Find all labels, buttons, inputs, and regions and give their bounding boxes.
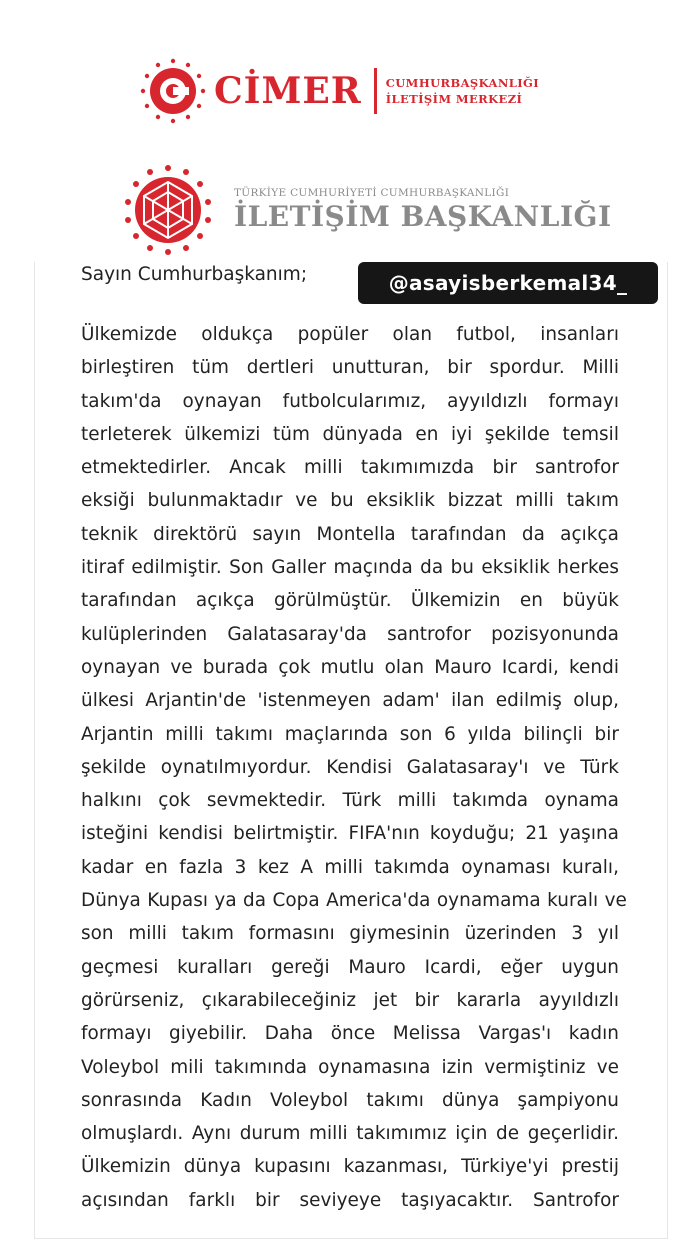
letter-line: kadar en fazla 3 kez A milli takımda oynaması kuralı, [81, 856, 619, 878]
iletisim-brand [120, 160, 612, 260]
letter-line: açısından farklı bir seviyeye taşıyacaktır. Santrofor [81, 1189, 619, 1211]
letter-line: Voleybol mili takımında oynamasına izin vermiştiniz ve [81, 1056, 619, 1078]
letter-line: kulüplerinden Galatasaray'da santrofor pozisyonunda [81, 623, 619, 645]
letter-line: Dünya Kupası ya da Copa America'da oynamama kuralı ve [81, 890, 627, 912]
letter-line: halkını çok sevmektedir. Türk milli takımda oynama [81, 790, 619, 812]
letter-line: birleştiren tüm dertleri unutturan, bir spordur. Milli [81, 357, 619, 379]
letter-line: geçmesi kuralları gereği Mauro Icardi, eğer uygun [81, 956, 619, 978]
letter-line: isteğini kendisi belirtmiştir. FIFA'nın koyduğu; 21 yaşına [81, 823, 619, 845]
letter-line: takım'da oynayan futbolcularımız, ayyıldızlı formayı [81, 390, 619, 412]
letter-line: Ülkemizin dünya kupasını kazanması, Türkiye'yi prestij [81, 1156, 619, 1178]
letter-line: tarafından açıkça görülmüştür. Ülkemizin en büyük [81, 590, 619, 612]
letter-line: görürseniz, çıkarabileceğiniz jet bir kararla ayyıldızlı [81, 989, 619, 1011]
letter-line: teknik direktörü sayın Montella tarafından da açıkça [81, 523, 619, 545]
letter-line: formayı giyebilir. Daha önce Melissa Vargas'ı kadın [81, 1023, 619, 1045]
cimer-divider [374, 68, 377, 114]
letter-line: Ülkemizde oldukça popüler olan futbol, insanları [81, 324, 619, 345]
letter-document [34, 262, 668, 1239]
letter-line: şekilde oynatılmıyordur. Kendisi Galatasaray'ı ve Türk [81, 756, 619, 778]
letterhead [0, 0, 700, 262]
cimer-brand [140, 58, 539, 124]
letter-body [81, 318, 627, 1217]
letter-line: sonrasında Kadın Voleybol takımı dünya şampiyonu [81, 1089, 619, 1111]
cimer-subtitle [386, 75, 539, 107]
iletisim-text [234, 187, 612, 233]
letter-line: Arjantin milli takımı maçlarında son 6 yılda bilinçli bir [81, 723, 619, 745]
iletisim-emblem-icon [120, 162, 216, 258]
cimer-subtitle-line1: CUMHURBAŞKANLIĞI [385, 76, 540, 90]
letter-line: olmuşlardı. Aynı durum milli takımımız için de geçerlidir. [81, 1123, 619, 1145]
letter-line: etmektedirler. Ancak milli takımımızda bir santrofor [81, 457, 619, 479]
cimer-logo-icon [140, 58, 206, 124]
iletisim-main-line: İLETİŞİM BAŞKANLIĞI [234, 200, 612, 233]
cimer-subtitle-line2: İLETİŞİM MERKEZİ [385, 92, 523, 106]
letter-line: son milli takım formasını giymesinin üzerinden 3 yıl [81, 923, 619, 945]
letter-line: eksiği bulunmaktadır ve bu eksiklik bizzat milli takım [81, 490, 619, 512]
letter-line: terleterek ülkemizi tüm dünyada en iyi şekilde temsil [81, 423, 619, 445]
letter-line: itiraf edilmiştir. Son Galler maçında da bu eksiklik herkes [81, 557, 619, 579]
letter-line: oynayan ve burada çok mutlu olan Mauro Icardi, kendi [81, 656, 619, 678]
cimer-title: CİMER [214, 70, 362, 112]
letter-line: ülkesi Arjantin'de 'istenmeyen adam' ilan edilmiş olup, [81, 690, 619, 712]
letter-salutation: Sayın Cumhurbaşkanım; [81, 264, 308, 285]
username-watermark: @asayisberkemal34_ [358, 262, 658, 304]
iletisim-top-line: TÜRKİYE CUMHURİYETİ CUMHURBAŞKANLIĞI [234, 187, 510, 199]
